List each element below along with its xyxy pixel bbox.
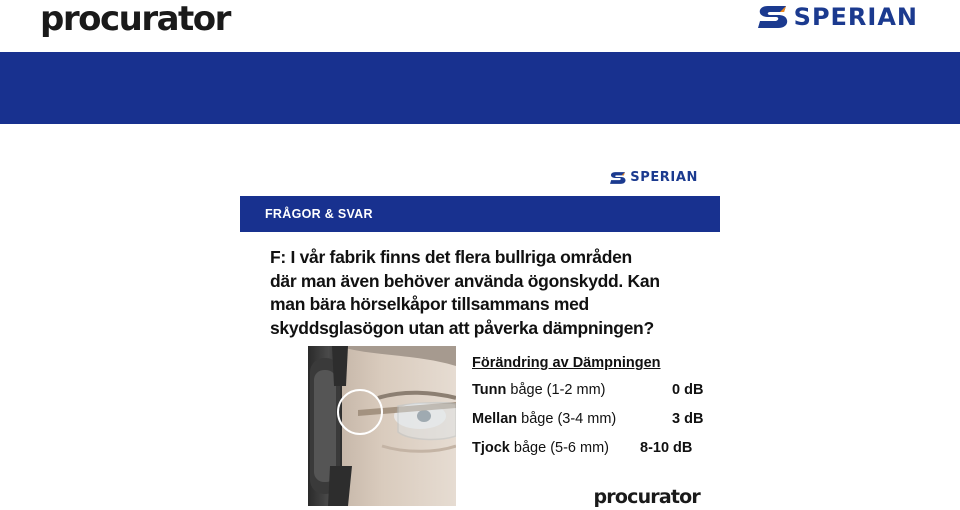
row-value: 3 dB <box>672 411 704 427</box>
earmuff-glasses-photo <box>308 346 456 506</box>
row-label <box>472 440 609 456</box>
table-title: Förändring av Dämpningen <box>472 355 661 371</box>
card-sperian-wordmark: SPERIAN <box>630 170 698 185</box>
row-value: 0 dB <box>672 382 704 398</box>
table-row <box>472 440 708 460</box>
card-sperian-logo <box>609 170 698 186</box>
row-label-rest: båge (1-2 mm) <box>506 382 606 398</box>
question-line: F: I vår fabrik finns det flera bullriga områden <box>270 247 632 267</box>
question-line: skyddsglasögon utan att påverka dämpningen? <box>270 317 654 338</box>
photo-illustration <box>308 346 456 506</box>
row-label-rest: båge (5-6 mm) <box>509 440 609 456</box>
card-sperian-mark-icon <box>609 171 627 185</box>
sperian-logo <box>756 4 918 30</box>
question-text <box>270 246 710 340</box>
row-label-rest: båge (3-4 mm) <box>517 411 617 427</box>
section-title: FRÅGOR & SVAR <box>240 196 720 232</box>
row-value: 8-10 dB <box>640 440 693 456</box>
header-band <box>0 52 960 124</box>
sperian-mark-icon <box>756 4 790 30</box>
row-label <box>472 411 616 427</box>
row-label-bold: Mellan <box>472 411 518 427</box>
card-procurator-logo: procurator <box>593 486 700 508</box>
sperian-wordmark: SPERIAN <box>793 3 918 31</box>
row-label-bold: Tjock <box>472 440 510 456</box>
row-label-bold: Tunn <box>472 382 507 398</box>
procurator-logo: procurator <box>40 0 230 39</box>
qa-card <box>240 160 720 510</box>
table-row <box>472 411 708 431</box>
table-row <box>472 382 708 402</box>
question-line: där man även behöver använda ögonskydd. Kan <box>270 270 660 291</box>
row-label <box>472 382 605 398</box>
question-line: man bära hörselkåpor tillsammans med <box>270 294 589 314</box>
